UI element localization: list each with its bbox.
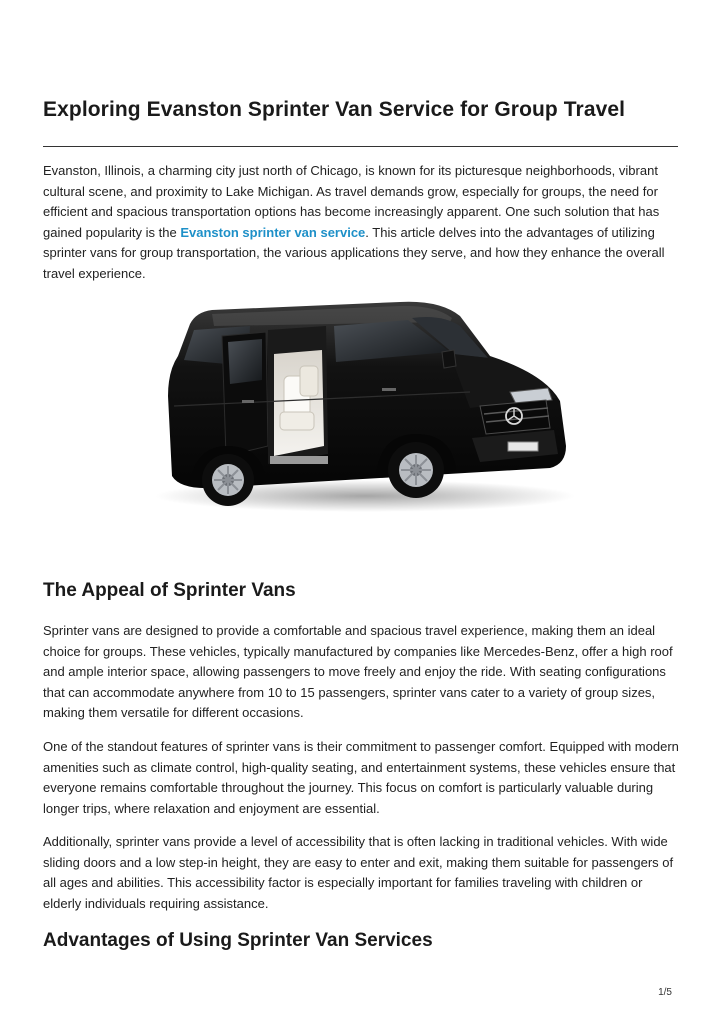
appeal-paragraph-3: Additionally, sprinter vans provide a level of accessibility that is often lacking in traditional vehicles. With wide sliding doors and a low step-in height, they are easy to enter and exit, making them suitable for passengers of all ages and abilities. This accessibility factor is especially important for families traveling with children or elderly individuals requiring assistance. <box>43 834 674 911</box>
title-divider <box>43 146 678 147</box>
sprinter-van-image <box>150 296 576 516</box>
section-heading-advantages: Advantages of Using Sprinter Van Services <box>43 930 433 951</box>
intro-text-after-link: . This article delves into the advantages of utilizing sprinter vans for group transportation, the various applications they serve, and how they enhance the overall travel experience. <box>43 224 665 281</box>
appeal-paragraph-2: One of the standout features of sprinter vans is their commitment to passenger comfort. Equipped with modern amenities such as climate control, high-quality seating, and entertainment systems, these vehicles ensure that everyone remains comfortable throughout the journey. This focus on comfort is particularly valuable during longer trips, where relaxation and enjoyment are essential. <box>43 739 679 816</box>
evanston-sprinter-van-service-link[interactable]: Evanston sprinter van service <box>180 224 366 240</box>
intro-paragraph <box>43 161 683 284</box>
section-heading-appeal: The Appeal of Sprinter Vans <box>43 580 296 601</box>
intro-text-before-link: Evanston, Illinois, a charming city just north of Chicago, is known for its picturesque neighborhoods, vibrant cultural scene, and proximity to Lake Michigan. As travel demands grow, especially for groups, the need for efficient and spacious transportation options has become increasingly apparent. One such solution that has gained popularity is the <box>43 163 660 240</box>
page-number: 1/5 <box>658 987 672 998</box>
page-title: Exploring Evanston Sprinter Van Service for Group Travel <box>43 98 626 121</box>
appeal-paragraph-1: Sprinter vans are designed to provide a comfortable and spacious travel experience, making them an ideal choice for groups. These vehicles, typically manufactured by companies like Mercedes-Benz, offer a high roof and ample interior space, allowing passengers to move freely and enjoy the ride. With seating configurations that can accommodate anywhere from 10 to 15 passengers, sprinter vans cater to a variety of group sizes, making them versatile for different occasions. <box>43 623 673 720</box>
